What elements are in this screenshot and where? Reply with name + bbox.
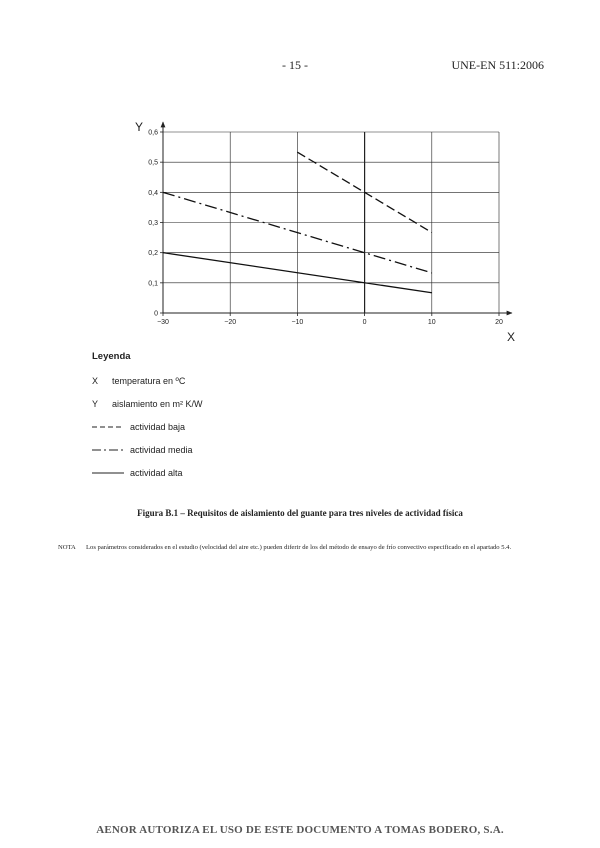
y-tick-label: 0,6 [148,129,158,137]
y-tick-label: 0,5 [148,159,158,167]
legend-title: Leyenda [92,351,131,362]
y-axis-title: Y [135,120,144,134]
legend-y-text: aislamiento en m² K/W [112,398,203,409]
note-text: Los parámetros considerados en el estudio (velocidad del aire etc.) pueden diferir de los del método de ensayo de frío convectivo especificado en el apartado 5.4. [86,544,512,551]
figure-caption: Figura B.1 – Requisitos de aislamiento del guante para tres niveles de actividad física [137,508,463,518]
dashdot-line-swatch [92,444,126,455]
legend-item-high [92,467,203,478]
dashed-line-swatch [92,421,126,432]
y-tick-label: 0,3 [148,220,158,227]
footer-text: AENOR AUTORIZA EL USO DE ESTE DOCUMENTO A TOMAS BODERO, S.A. [96,824,504,836]
legend-item-medium [92,444,203,455]
legend-label-medium: actividad media [130,444,193,455]
note-label: NOTA [58,544,76,551]
legend-item-low [92,421,203,432]
axes [135,120,515,344]
legend-y-key: Y [92,398,99,409]
insulation-chart [0,0,600,345]
legend-x-text: temperatura en ºC [112,375,186,386]
legend-label-low: actividad baja [130,421,186,432]
x-tick-label: 10 [427,319,436,326]
standard-code: UNE-EN 511:2006 [451,58,544,72]
legend [92,351,203,490]
x-tick-label: 20 [495,319,503,326]
x-tick-label: −10 [291,319,304,326]
y-tick-label: 0,2 [148,250,158,258]
y-tick-label: 0,4 [148,189,158,197]
y-tick-label: 0 [154,310,158,318]
solid-line-swatch [92,467,126,478]
note [58,543,544,552]
tick-labels [148,130,503,327]
x-tick-label: −30 [157,319,169,326]
x-tick-label: −20 [224,319,237,326]
legend-x-key: X [92,375,99,386]
page-number: - 15 - [282,58,308,72]
legend-x-row [92,375,203,386]
legend-label-high: actividad alta [130,467,183,478]
x-tick-label: 0 [362,319,367,326]
grid-lines [163,132,499,313]
legend-y-row [92,398,203,409]
y-tick-label: 0,1 [148,280,158,288]
x-axis-title: X [507,330,516,344]
